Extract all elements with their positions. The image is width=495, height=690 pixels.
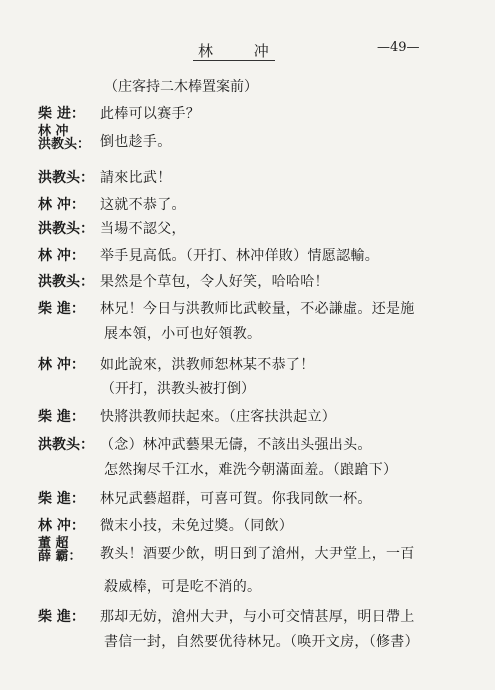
dialogue-text: 这就不恭了。 xyxy=(100,197,186,213)
dialogue-text: 快將洪教师扶起來。（庄客扶洪起立） xyxy=(100,409,337,425)
dialogue-text: （念）林冲武藝果无儔，不該出头强出头。 xyxy=(100,437,372,453)
speaker-label: 洪教头： xyxy=(38,274,94,290)
dialogue-text: 果然是个草包，令人好笑，哈哈哈！ xyxy=(100,274,329,290)
dialogue-text: 如此說來，洪教师恕林某不恭了！ xyxy=(100,357,315,373)
dialogue-text: 怎然掬尽千江水，难洗今朝滿面羞。（踉蹌下） xyxy=(104,462,398,478)
speaker-label: 柴 進： xyxy=(38,409,85,425)
speaker-name: 林 冲 xyxy=(38,124,69,139)
stage-direction: （开打，洪教头被打倒） xyxy=(101,381,255,397)
speaker-label: 洪教头： xyxy=(38,221,94,237)
speaker-label xyxy=(38,125,90,151)
dialogue-text: 倒也趁手。 xyxy=(100,134,172,150)
speaker-label xyxy=(38,537,82,563)
speaker-label: 洪教头： xyxy=(38,437,94,453)
speaker-label: 洪教头： xyxy=(38,170,94,186)
dialogue-text: 当場不認父， xyxy=(100,221,186,237)
dialogue-text: 請來比武！ xyxy=(100,170,172,186)
speaker-name: 洪教头： xyxy=(38,137,91,152)
dialogue-text: 举手見高低。（开打、林冲佯敗）情愿認輸。 xyxy=(100,248,379,264)
speaker-label: 柴 進： xyxy=(38,609,85,625)
speaker-label: 林 冲： xyxy=(38,518,85,534)
title-underline xyxy=(193,60,275,61)
dialogue-text: 展本領，小可也好領教。 xyxy=(104,326,262,342)
speaker-label: 柴 进： xyxy=(38,106,85,122)
speaker-label: 林 冲： xyxy=(38,248,85,264)
dialogue-text: 林兄武藝超群，可喜可賀。你我同飲一杯。 xyxy=(100,491,372,507)
dialogue-text: 書信一封，自然要优待林兄。（唤开文房，（修書） xyxy=(104,634,419,650)
speaker-label: 柴 進： xyxy=(38,491,85,507)
page-number: —49— xyxy=(377,40,420,55)
dialogue-text: 此棒可以赛手？ xyxy=(100,106,201,122)
speaker-name: 董 超 xyxy=(38,536,69,551)
dialogue-text: 教头！酒要少飲，明日到了滄州，大尹堂上，一百 xyxy=(100,546,415,562)
dialogue-text: 殺威棒，可是吃不消的。 xyxy=(104,579,262,595)
speaker-label: 柴 進： xyxy=(38,301,85,317)
dialogue-text: 林兄！今日与洪教师比武較量，不必謙虛。还是施 xyxy=(100,301,415,317)
speaker-label: 林 冲： xyxy=(38,357,85,373)
speaker-label: 林 冲： xyxy=(38,197,85,213)
speaker-name: 薛 霸： xyxy=(38,549,82,564)
dialogue-text: 那却无妨，滄州大尹，与小可交情甚厚，明日帶上 xyxy=(100,609,415,625)
stage-direction: （庄客持二木棒置案前） xyxy=(104,79,258,95)
page-title: 林 冲 xyxy=(198,42,287,60)
dialogue-text: 微末小技，未免过奬。（同飲） xyxy=(100,518,294,534)
